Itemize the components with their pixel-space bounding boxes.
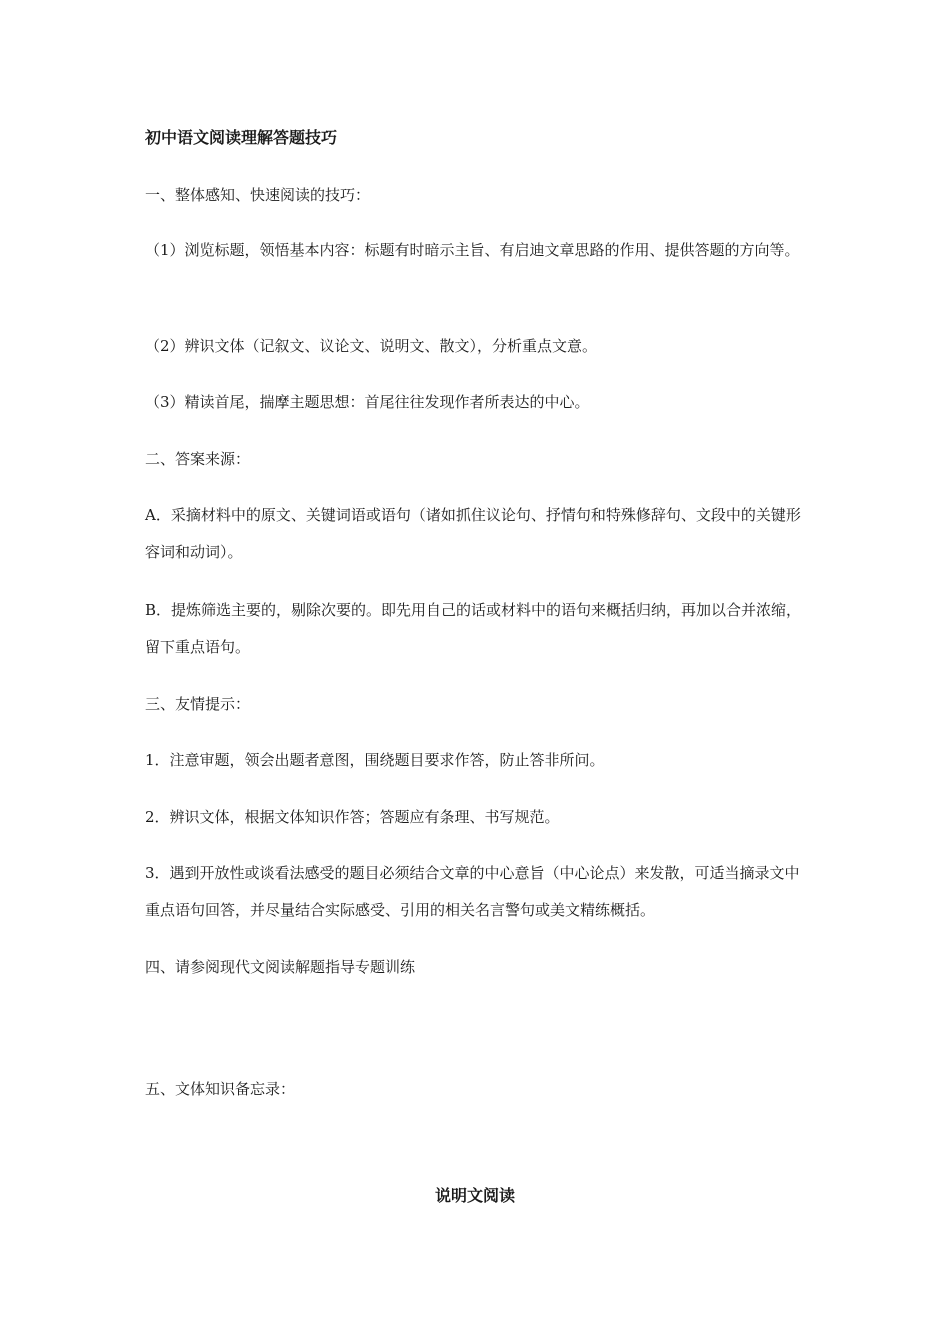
paragraph-browse-title: （1）浏览标题，领悟基本内容：标题有时暗示主旨、有启迪文章思路的作用、提供答题的方向等。 (145, 241, 800, 259)
section-title-expository-reading: 说明文阅读 (434, 1186, 515, 1205)
paragraph-identify-genre: （2）辨识文体（记叙文、议论文、说明文、散文），分析重点文意。 (145, 337, 598, 355)
paragraph-section-five: 五、文体知识备忘录： (145, 1080, 296, 1098)
paragraph-tip-3: 3．遇到开放性或谈看法感受的题目必须结合文章的中心意旨（中心论点）来发散，可适当摘录文中重点语句回答，并尽量结合实际感受、引用的相关名言警句或美文精练概括。 (145, 864, 800, 919)
paragraph-tip-2: 2．辨识文体，根据文体知识作答；答题应有条理、书写规范。 (145, 808, 560, 826)
paragraph-answer-source: 二、答案来源： (145, 450, 251, 468)
paragraph-overall-perception: 一、整体感知、快速阅读的技巧： (145, 186, 371, 204)
paragraph-point-a: A．采摘材料中的原文、关键词语或语句（诸如抓住议论句、抒情句和特殊修辞句、文段中的关键形容词和动词）。 (145, 506, 801, 561)
paragraph-read-start-end: （3）精读首尾，揣摩主题思想：首尾往往发现作者所表达的中心。 (145, 393, 590, 411)
paragraph-point-b: B．提炼筛选主要的，剔除次要的。即先用自己的话或材料中的语句来概括归纳，再加以合并浓缩，留下重点语句。 (145, 601, 802, 656)
paragraph-tip-1: 1．注意审题，领会出题者意图，围绕题目要求作答，防止答非所问。 (145, 751, 605, 769)
document-title: 初中语文阅读理解答题技巧 (145, 128, 338, 147)
paragraph-friendly-tips: 三、友情提示： (145, 695, 251, 713)
paragraph-section-four: 四、请参阅现代文阅读解题指导专题训练 (145, 958, 416, 976)
